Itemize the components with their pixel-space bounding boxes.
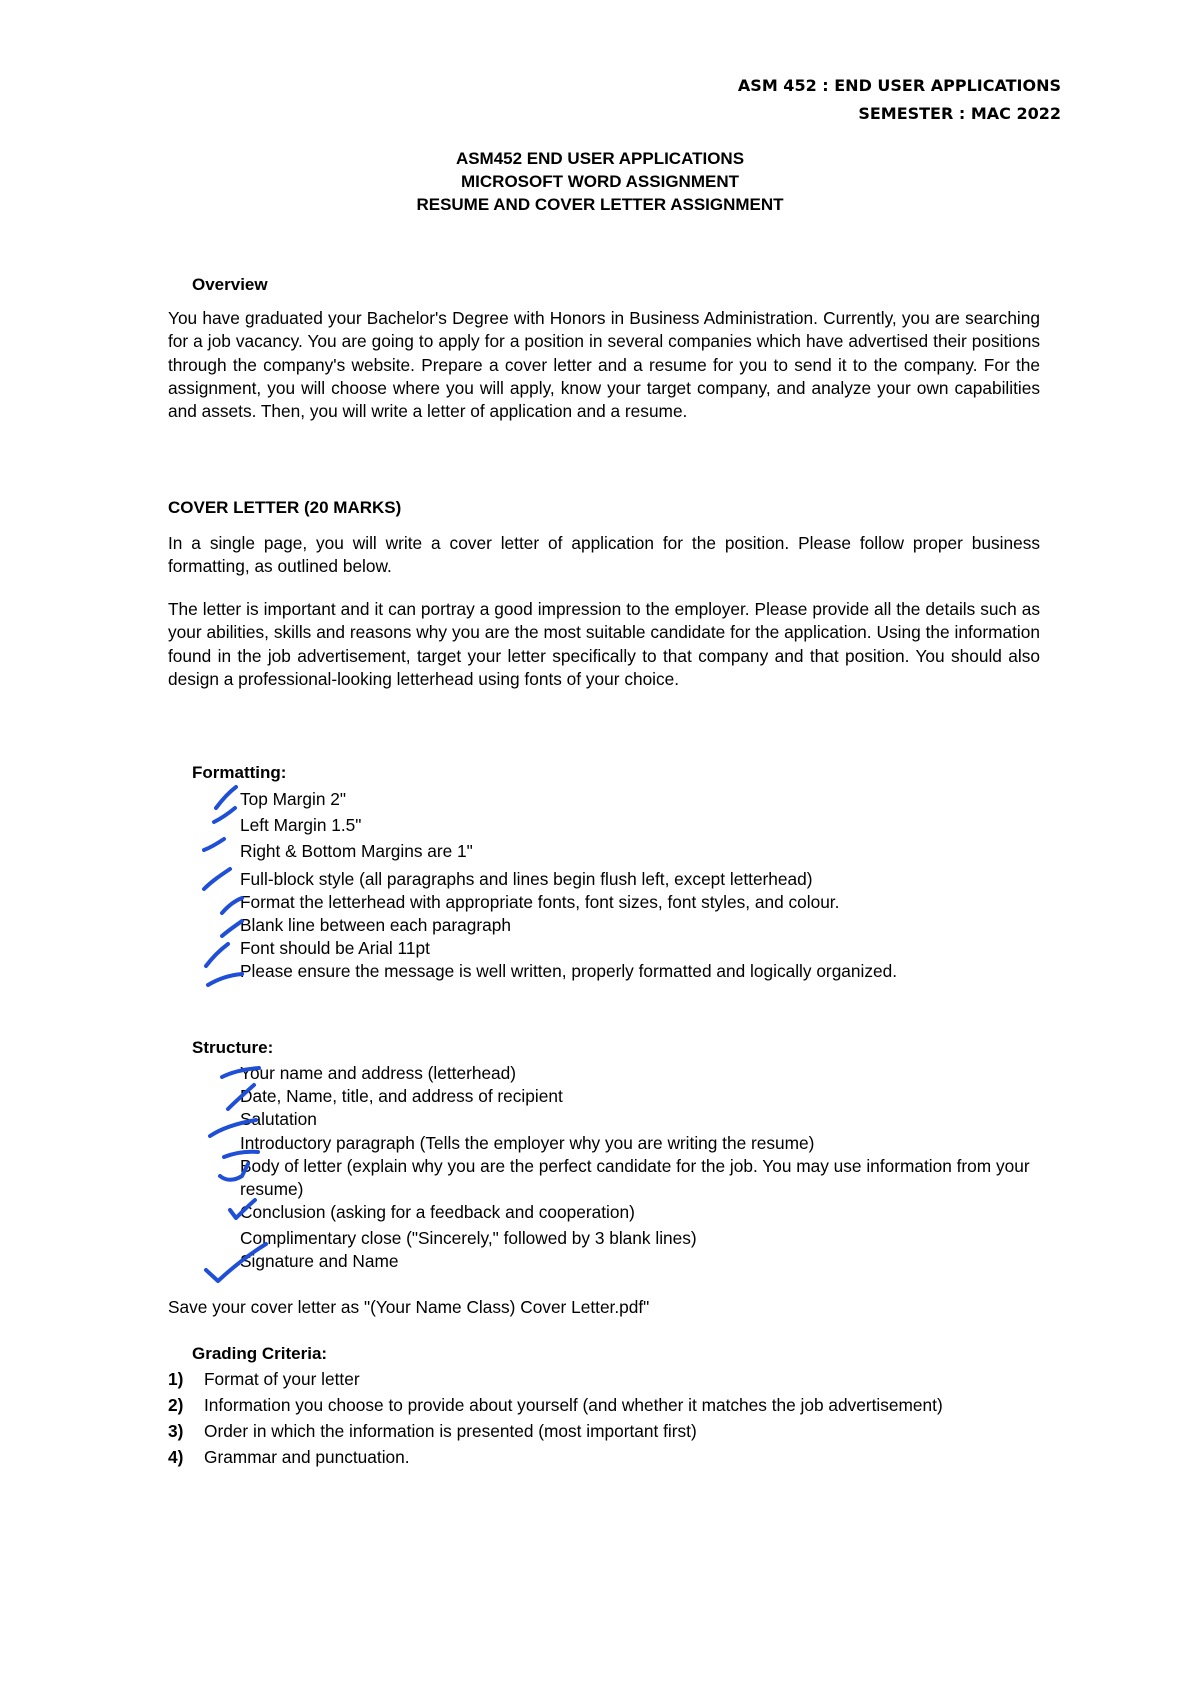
document-title — [0, 147, 1200, 216]
structure-item: Introductory paragraph (Tells the employer why you are writing the resume) — [240, 1133, 815, 1153]
formatting-heading: Formatting: — [192, 763, 287, 782]
grading-item — [168, 1369, 360, 1390]
grading-number: 4) — [168, 1447, 184, 1467]
semester-line: SEMESTER : MAC 2022 — [858, 104, 1061, 123]
structure-item: Complimentary close ("Sincerely," followed by 3 blank lines) — [240, 1228, 697, 1248]
structure-item: Your name and address (letterhead) — [240, 1063, 517, 1083]
formatting-item: Full-block style (all paragraphs and lines begin flush left, except letterhead) — [240, 869, 813, 889]
structure-item: Date, Name, title, and address of recipient — [240, 1086, 563, 1106]
title-line-2: MICROSOFT WORD ASSIGNMENT — [461, 172, 739, 191]
grading-item — [168, 1395, 943, 1416]
formatting-item: Left Margin 1.5" — [240, 815, 362, 835]
handwritten-check-icon — [208, 974, 242, 985]
overview-paragraph: You have graduated your Bachelor's Degree with Honors in Business Administration. Currently, you are searching for a job vacancy. You are going to apply for a position in several companies which have advertised their positions through the company's website. Prepare a cover letter and a resume for you to send it to the company. For the assignment, you will choose where you will apply, know your target company, and analyze your own capabilities and assets. Then, you will write a letter of application and a resume. — [168, 308, 1040, 422]
course-header — [738, 72, 1061, 128]
overview-heading: Overview — [192, 275, 268, 294]
grading-number: 2) — [168, 1395, 184, 1415]
handwritten-check-icon — [204, 839, 224, 850]
structure-item: Conclusion (asking for a feedback and cooperation) — [240, 1202, 635, 1222]
grading-number: 1) — [168, 1369, 184, 1389]
handwritten-check-icon — [222, 921, 242, 936]
title-line-3: RESUME AND COVER LETTER ASSIGNMENT — [416, 195, 784, 214]
save-note: Save your cover letter as "(Your Name Class) Cover Letter.pdf" — [168, 1297, 650, 1317]
course-line: ASM 452 : END USER APPLICATIONS — [737, 76, 1061, 95]
handwritten-check-icon — [216, 787, 236, 808]
cover-letter-paragraph-2: The letter is important and it can portray a good impression to the employer. Please provide all the details such as your abilities, skills and reasons why you are the most suitable candidate for the application. Using the information found in the job advertisement, target your letter specifically to that company and that position. You should also design a professional-looking letterhead using fonts of your choice. — [168, 599, 1040, 689]
grading-text: Format of your letter — [204, 1369, 360, 1389]
grading-text: Information you choose to provide about yourself (and whether it matches the job advertisement) — [204, 1395, 943, 1415]
grading-number: 3) — [168, 1421, 184, 1441]
cover-letter-paragraph-1: In a single page, you will write a cover letter of application for the position. Please follow proper business formatting, as outlined below. — [168, 533, 1040, 577]
handwritten-check-icon — [214, 808, 235, 822]
title-line-1: ASM452 END USER APPLICATIONS — [455, 149, 745, 168]
grading-text: Order in which the information is presented (most important first) — [204, 1421, 697, 1441]
formatting-item: Blank line between each paragraph — [240, 915, 511, 935]
formatting-item: Please ensure the message is well written, properly formatted and logically organized. — [240, 961, 898, 981]
structure-item: Salutation — [240, 1109, 317, 1129]
formatting-item: Font should be Arial 11pt — [240, 938, 430, 958]
formatting-item: Top Margin 2" — [240, 789, 347, 809]
handwritten-check-icon — [206, 944, 228, 966]
structure-item: Signature and Name — [240, 1251, 399, 1271]
formatting-item: Format the letterhead with appropriate fonts, font sizes, font styles, and colour. — [240, 892, 840, 912]
structure-heading: Structure: — [192, 1038, 274, 1057]
grading-item — [168, 1447, 410, 1468]
cover-letter-heading: COVER LETTER (20 MARKS) — [168, 498, 402, 517]
handwritten-check-icon — [222, 898, 242, 913]
grading-heading: Grading Criteria: — [192, 1344, 328, 1363]
grading-text: Grammar and punctuation. — [204, 1447, 410, 1467]
handwritten-check-icon — [204, 869, 230, 889]
grading-item — [168, 1421, 697, 1442]
formatting-item: Right & Bottom Margins are 1" — [240, 841, 473, 861]
structure-item: Body of letter (explain why you are the perfect candidate for the job. You may use information from your resume) — [240, 1156, 1030, 1199]
